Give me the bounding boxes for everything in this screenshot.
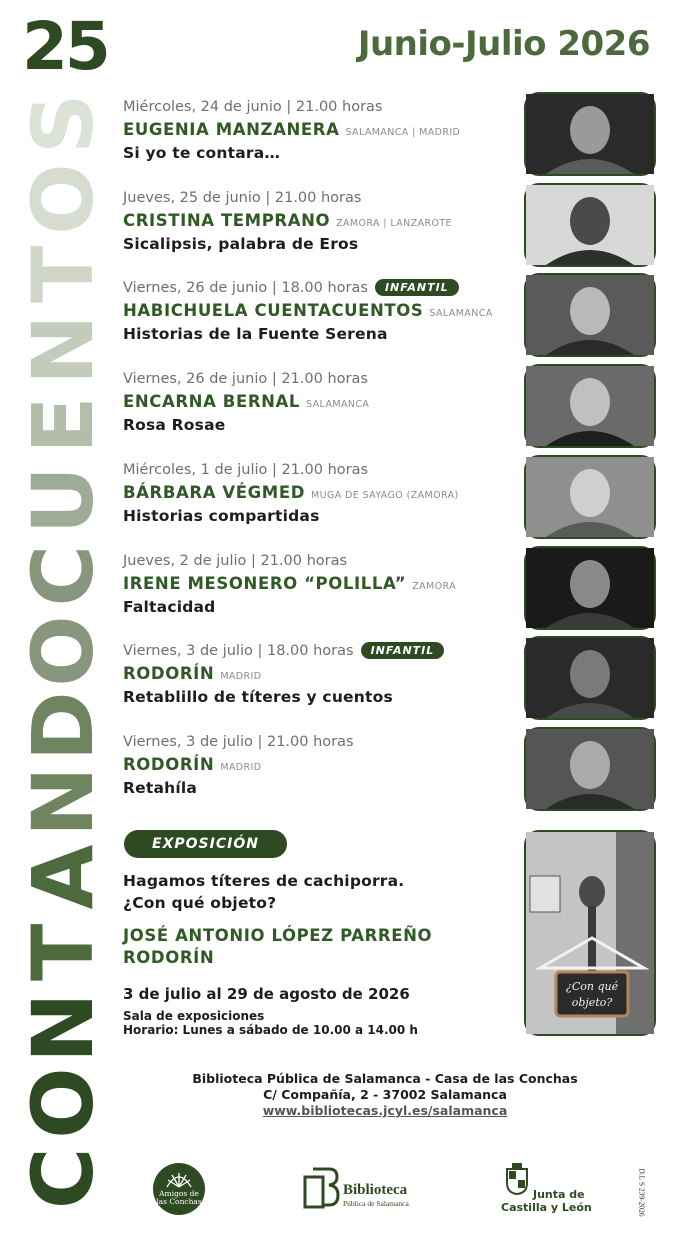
event-performer <box>123 392 369 411</box>
event-place: ZAMORA <box>412 580 457 592</box>
event-photo <box>524 183 656 267</box>
event-artist: RODORÍN <box>123 664 215 684</box>
event-item <box>123 189 653 273</box>
book-icon <box>303 1167 341 1211</box>
event-place: MADRID <box>220 671 262 683</box>
vertical-title-letter: N <box>14 314 112 385</box>
event-datetime <box>123 642 444 660</box>
event-time: 21.00 horas <box>274 189 362 206</box>
event-date: Miércoles, 24 de junio <box>123 99 282 115</box>
event-time: 21.00 horas <box>266 733 354 750</box>
vertical-title-letter: T <box>14 245 112 303</box>
address-line: Biblioteca Pública de Salamanca - Casa de las Conchas <box>192 1071 578 1086</box>
event-artist: IRENE MESONERO “POLILLA” <box>123 573 407 593</box>
event-date: Miércoles, 1 de julio <box>123 461 268 478</box>
infantil-badge: INFANTIL <box>361 642 445 659</box>
vertical-title <box>14 86 112 1216</box>
event-photo <box>524 546 656 630</box>
event-photo <box>524 92 656 176</box>
event-title: Rosa Rosae <box>123 416 226 435</box>
event-datetime <box>123 733 354 751</box>
vertical-title-letter: S <box>14 93 112 154</box>
event-item <box>123 370 653 454</box>
event-performer <box>123 664 261 683</box>
event-datetime <box>123 189 361 207</box>
vertical-title-letter: C <box>14 1147 112 1210</box>
amigos-logo-text: Amigos de las Conchas <box>156 1189 202 1206</box>
event-performer <box>123 755 261 774</box>
event-time: 21.00 horas <box>295 99 383 115</box>
exposition-title: ¿Con qué objeto? <box>123 894 277 912</box>
event-date: Viernes, 26 de junio <box>123 371 268 388</box>
event-photo <box>524 455 656 539</box>
vertical-title-letter: E <box>14 396 112 454</box>
event-datetime <box>123 552 347 570</box>
event-place: SALAMANCA | MADRID <box>345 127 461 138</box>
infantil-badge: INFANTIL <box>375 279 459 296</box>
event-datetime <box>123 461 368 479</box>
vertical-title-letter: O <box>14 163 112 235</box>
vertical-title-letter: N <box>14 992 112 1063</box>
separator: | <box>267 461 282 478</box>
exposition-photo <box>524 830 656 1036</box>
event-place: SALAMANCA <box>306 399 370 411</box>
separator: | <box>267 371 282 388</box>
edition-number: 25 <box>22 8 108 85</box>
exposition-badge: EXPOSICIÓN <box>124 830 287 858</box>
coat-of-arms-icon <box>503 1163 531 1195</box>
event-datetime <box>123 98 382 116</box>
biblioteca-logo <box>303 1167 423 1213</box>
event-datetime <box>123 370 368 388</box>
event-photo <box>524 636 656 720</box>
event-place: MUGA DE SAYAGO (ZAMORA) <box>311 489 459 501</box>
event-date: Viernes, 26 de junio <box>123 280 268 297</box>
vertical-title-letter: N <box>14 766 112 837</box>
event-photo <box>524 273 656 357</box>
event-performer <box>123 120 460 139</box>
event-title: Retahíla <box>123 778 198 797</box>
event-time: 21.00 horas <box>281 461 369 478</box>
event-item <box>123 98 653 182</box>
event-performer <box>123 211 452 230</box>
event-date: Jueves, 25 de junio <box>123 189 261 206</box>
vertical-title-letter: U <box>14 466 112 535</box>
event-title: Historias de la Fuente Serena <box>123 325 388 344</box>
event-item <box>123 461 653 545</box>
event-time: 18.00 horas <box>266 643 354 660</box>
event-place: ZAMORA | LANZAROTE <box>336 217 452 229</box>
vertical-title-letter: T <box>14 923 112 981</box>
event-date: Viernes, 3 de julio <box>123 643 253 660</box>
website-link[interactable]: www.bibliotecas.jcyl.es/salamanca <box>262 1103 508 1118</box>
vertical-title-letter: C <box>14 544 112 607</box>
event-title: Retablillo de títeres y cuentos <box>123 688 393 707</box>
event-performer <box>123 574 456 593</box>
biblioteca-logo-sub: Pública de Salamanca <box>343 1199 409 1208</box>
separator: | <box>246 552 261 569</box>
event-artist: BÁRBARA VÉGMED <box>123 482 305 502</box>
separator: | <box>267 280 282 297</box>
vertical-title-letter: A <box>14 844 112 910</box>
event-title: Si yo te contara… <box>123 144 281 162</box>
event-artist: ENCARNA BERNAL <box>123 392 301 412</box>
event-datetime <box>123 279 459 297</box>
event-artist: RODORÍN <box>123 754 215 774</box>
vertical-title-letter: O <box>14 615 112 687</box>
period-title: Junio-Julio 2026 <box>357 24 650 64</box>
vertical-title-letter: D <box>14 691 112 762</box>
event-artist: HABICHUELA CUENTACUENTOS <box>123 301 424 321</box>
event-item <box>123 642 653 726</box>
event-artist: EUGENIA MANZANERA <box>123 120 340 139</box>
exposition-hours: Horario: Lunes a sábado de 10.00 a 14.00 h <box>123 1023 418 1037</box>
event-title: Faltacidad <box>123 597 216 616</box>
separator: | <box>260 189 275 206</box>
exposition-artist: RODORÍN <box>123 948 215 967</box>
legal-deposit: D.L S 239-2026 <box>637 1168 647 1217</box>
sign-text: objeto? <box>571 996 613 1009</box>
junta-logo-text: Castilla y León <box>501 1201 592 1214</box>
junta-logo <box>497 1163 592 1215</box>
event-item <box>123 733 653 817</box>
event-photo <box>524 727 656 811</box>
sign-text: ¿Con qué <box>565 980 619 993</box>
separator: | <box>281 99 296 115</box>
event-time: 18.00 horas <box>281 280 368 297</box>
event-artist: CRISTINA TEMPRANO <box>123 210 331 230</box>
amigos-logo <box>153 1163 205 1215</box>
event-item <box>123 552 653 636</box>
event-photo <box>524 364 656 448</box>
exposition-dates: 3 de julio al 29 de agosto de 2026 <box>123 985 410 1003</box>
event-performer <box>123 483 459 502</box>
event-title: Historias compartidas <box>123 506 320 525</box>
exposition-artist: JOSÉ ANTONIO LÓPEZ PARREÑO <box>123 926 433 945</box>
separator: | <box>252 643 267 660</box>
biblioteca-logo-word: Biblioteca <box>343 1182 408 1198</box>
event-time: 21.00 horas <box>281 371 368 388</box>
separator: | <box>252 733 267 750</box>
event-place: SALAMANCA <box>429 308 493 320</box>
event-time: 21.00 horas <box>260 552 348 569</box>
exposition-room: Sala de exposiciones <box>123 1009 265 1023</box>
vertical-title-letter: O <box>14 1067 112 1139</box>
exposition-title: Hagamos títeres de cachiporra. <box>123 872 405 890</box>
address-line: C/ Compañía, 2 - 37002 Salamanca <box>263 1087 507 1102</box>
event-performer <box>123 301 493 320</box>
event-date: Jueves, 2 de julio <box>123 552 247 569</box>
event-date: Viernes, 3 de julio <box>123 733 253 750</box>
junta-logo-text: Junta de <box>533 1188 585 1201</box>
event-title: Sicalipsis, palabra de Eros <box>123 234 359 253</box>
event-place: MADRID <box>220 761 262 773</box>
event-item <box>123 279 653 363</box>
